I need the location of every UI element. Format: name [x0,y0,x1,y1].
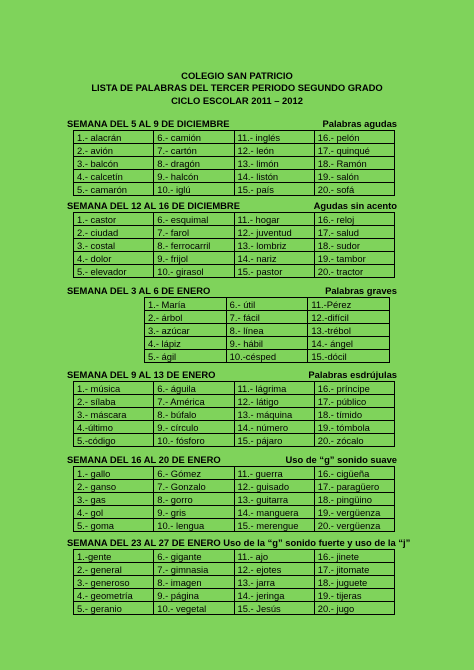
word-cell: 3.- balcón [74,157,154,170]
word-cell: 17.- quinqué [314,144,394,157]
word-cell: 20.- tractor [314,265,394,278]
week-section [67,453,397,532]
word-cell: 6.- Gómez [154,467,234,480]
table-row [74,382,395,395]
word-cell: 10.- iglú [154,183,234,196]
school-year: CICLO ESCOLAR 2011 – 2012 [171,94,303,106]
table-row [74,589,395,602]
table-row [74,183,395,196]
word-cell: 12.-difícil [308,311,390,324]
word-cell: 1.-gente [74,550,154,563]
word-cell: 9.- halcón [154,170,234,183]
word-cell: 15.- país [234,183,314,196]
word-cell: 16.- pelón [314,131,394,144]
word-cell: 18.- sudor [314,239,394,252]
word-cell: 2.- general [74,563,154,576]
week-section [67,284,397,363]
word-cell: 8.- dragón [154,157,234,170]
table-row [74,239,395,252]
table-row [74,563,395,576]
table-row [74,252,395,265]
word-cell: 11.- inglés [234,131,314,144]
word-cell: 12.- guisado [234,480,314,493]
table-row [74,434,395,447]
table-row [74,421,395,434]
word-table [73,549,395,615]
word-cell: 17.- salud [314,226,394,239]
word-cell: 10.- fósforo [154,434,234,447]
word-cell: 10.- vegetal [154,602,234,615]
week-section [67,199,397,278]
topic-title: Agudas sin acento [313,200,397,211]
word-cell: 10.-césped [226,350,308,363]
week-title: SEMANA DEL 5 AL 9 DE DICIEMBRE [67,118,230,129]
word-cell: 1.- gallo [74,467,154,480]
word-cell: 13.- jarra [234,576,314,589]
word-cell: 6.- útil [226,298,308,311]
word-cell: 5.- ágil [145,350,227,363]
topic-title: Palabras graves [325,285,397,296]
word-cell: 13.-trébol [308,324,390,337]
word-cell: 12.- león [234,144,314,157]
word-cell: 15.- Jesús [234,602,314,615]
table-row [74,506,395,519]
word-cell: 19.- salón [314,170,394,183]
week-title: SEMANA DEL 23 AL 27 DE ENERO Uso de la “g” sonido fuerte y uso de la “j” [67,537,411,548]
word-table [73,212,395,278]
table-row [74,213,395,226]
word-cell: 8.- búfalo [154,408,234,421]
word-cell: 16.- príncipe [314,382,394,395]
word-cell: 18.- Ramón [314,157,394,170]
word-cell: 14.- ángel [308,337,390,350]
word-cell: 20.- vergüenza [314,519,394,532]
table-row [145,311,390,324]
table-row [74,395,395,408]
word-cell: 8.- imagen [154,576,234,589]
word-cell: 13.- máquina [234,408,314,421]
word-cell: 7.- gimnasia [154,563,234,576]
word-cell: 12.- juventud [234,226,314,239]
word-cell: 5.- elevador [74,265,154,278]
word-cell: 5.-código [74,434,154,447]
word-cell: 6.- esquimal [154,213,234,226]
table-row [145,337,390,350]
word-cell: 20.- sofá [314,183,394,196]
word-cell: 9.- página [154,589,234,602]
school-name: COLEGIO SAN PATRICIO [181,70,293,81]
word-cell: 1.- María [145,298,227,311]
topic-title: Palabras esdrújulas [308,369,397,380]
table-row [74,144,395,157]
word-cell: 9.- frijol [154,252,234,265]
word-cell: 3.- máscara [74,408,154,421]
word-cell: 15.-dócil [308,350,390,363]
list-title: LISTA DE PALABRAS DEL TERCER PERIODO SEGUNDO GRADO [91,82,383,94]
word-cell: 4.- gol [74,506,154,519]
word-cell: 20.- jugo [314,602,394,615]
word-cell: 9.- círculo [154,421,234,434]
table-row [74,170,395,183]
word-cell: 7.- cartón [154,144,234,157]
word-cell: 17.- paragüero [314,480,394,493]
word-cell: 15.- pastor [234,265,314,278]
word-cell: 10.- lengua [154,519,234,532]
word-cell: 6.- camión [154,131,234,144]
week-title: SEMANA DEL 3 AL 6 DE ENERO [67,285,211,296]
word-cell: 13.- guitarra [234,493,314,506]
word-cell: 11.- lágrima [234,382,314,395]
word-cell: 18.- juguete [314,576,394,589]
word-cell: 17.- público [314,395,394,408]
word-cell: 8.- gorro [154,493,234,506]
word-cell: 3.- generoso [74,576,154,589]
word-cell: 6.- gigante [154,550,234,563]
word-cell: 11.- hogar [234,213,314,226]
word-cell: 16.- jinete [314,550,394,563]
word-cell: 14.- listón [234,170,314,183]
word-cell: 5.- goma [74,519,154,532]
table-row [74,550,395,563]
word-cell: 5.- geranio [74,602,154,615]
word-cell: 19.- tijeras [314,589,394,602]
table-row [74,467,395,480]
week-title: SEMANA DEL 16 AL 20 DE ENERO [67,454,221,465]
word-cell: 16.- reloj [314,213,394,226]
word-cell: 3.- azúcar [145,324,227,337]
topic-title: Uso de “g” sonido suave [285,454,397,465]
word-cell: 15.- pájaro [234,434,314,447]
table-row [74,226,395,239]
week-title: SEMANA DEL 12 AL 16 DE DICIEMBRE [67,200,240,211]
word-cell: 12.- látigo [234,395,314,408]
word-cell: 18.- pingüino [314,493,394,506]
word-cell: 7.- fácil [226,311,308,324]
word-cell: 5.- camarón [74,183,154,196]
word-cell: 14.- jeringa [234,589,314,602]
word-cell: 4.- lápiz [145,337,227,350]
word-cell: 13.- limón [234,157,314,170]
word-table [144,297,390,363]
word-cell: 17.- jitomate [314,563,394,576]
word-table [73,381,395,447]
word-cell: 2.- avión [74,144,154,157]
word-cell: 12.- ejotes [234,563,314,576]
word-cell: 18.- tímido [314,408,394,421]
word-cell: 6.- águila [154,382,234,395]
word-cell: 4.- calcetín [74,170,154,183]
word-cell: 1.- alacrán [74,131,154,144]
word-cell: 3.- gas [74,493,154,506]
word-cell: 11.-Pérez [308,298,390,311]
word-cell: 8.- ferrocarril [154,239,234,252]
week-section [67,117,397,196]
word-cell: 1.- castor [74,213,154,226]
word-cell: 11.- ajo [234,550,314,563]
word-cell: 9.- gris [154,506,234,519]
table-row [145,298,390,311]
table-row [74,493,395,506]
word-cell: 7.- América [154,395,234,408]
week-section [67,536,411,615]
word-cell: 3.- costal [74,239,154,252]
word-cell: 7.- Gonzalo [154,480,234,493]
word-cell: 13.- lombriz [234,239,314,252]
word-cell: 1.- música [74,382,154,395]
word-cell: 2.- ciudad [74,226,154,239]
word-cell: 4.-último [74,421,154,434]
table-row [74,131,395,144]
word-cell: 4.- geometría [74,589,154,602]
week-title: SEMANA DEL 9 AL 13 DE ENERO [67,369,216,380]
document-header [0,70,474,107]
word-cell: 14.- número [234,421,314,434]
word-cell: 4.- dolor [74,252,154,265]
word-cell: 9.- hábil [226,337,308,350]
word-table [73,466,395,532]
topic-title: Palabras agudas [322,118,397,129]
word-cell: 8.- línea [226,324,308,337]
word-cell: 20.- zócalo [314,434,394,447]
word-cell: 19.- tambor [314,252,394,265]
word-cell: 19.- tómbola [314,421,394,434]
table-row [145,324,390,337]
table-row [74,480,395,493]
word-cell: 14.- nariz [234,252,314,265]
word-cell: 19.- vergüenza [314,506,394,519]
word-cell: 7.- farol [154,226,234,239]
table-row [145,350,390,363]
word-cell: 16.- cigüeña [314,467,394,480]
table-row [74,576,395,589]
word-cell: 11.- guerra [234,467,314,480]
word-cell: 14.- manguera [234,506,314,519]
word-cell: 15.- merengue [234,519,314,532]
table-row [74,602,395,615]
table-row [74,265,395,278]
word-cell: 10.- girasol [154,265,234,278]
word-cell: 2.- árbol [145,311,227,324]
word-table [73,130,395,196]
table-row [74,157,395,170]
week-section [67,368,397,447]
word-cell: 2.- ganso [74,480,154,493]
table-row [74,519,395,532]
table-row [74,408,395,421]
word-cell: 2.- sílaba [74,395,154,408]
